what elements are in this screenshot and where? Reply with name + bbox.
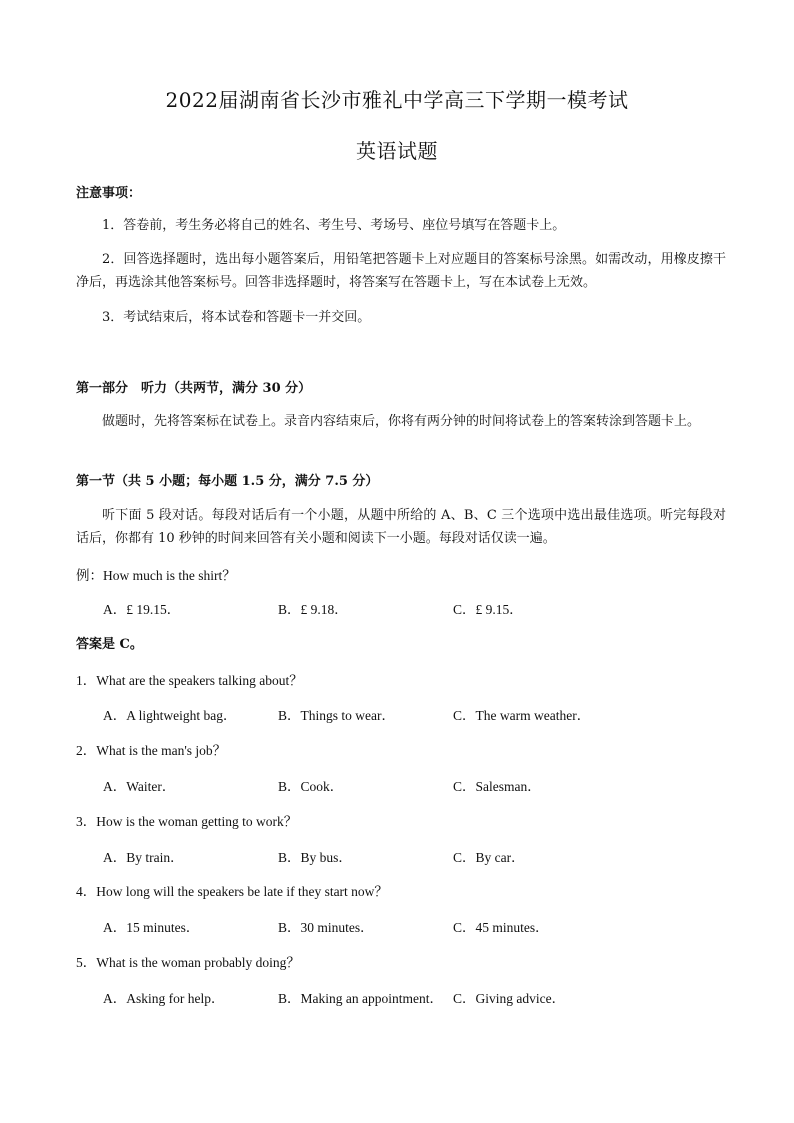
notice-heading: 注意事项： — [76, 186, 142, 201]
question-5-option-a: A．Asking for help． — [103, 991, 225, 1006]
question-4-option-b: B．30 minutes． — [278, 920, 374, 935]
question-2-option-c: C．Salesman． — [453, 779, 541, 794]
example-question: 例：How much is the shirt？ — [76, 568, 236, 583]
question-3-option-b: B．By bus． — [278, 850, 352, 865]
notice-item-3: 3．考试结束后，将本试卷和答题卡一并交回。 — [102, 310, 371, 325]
example-option-b: B．£ 9.18． — [278, 602, 348, 617]
example-answer: 答案是 C。 — [76, 637, 143, 652]
exam-title: 2022届湖南省长沙市雅礼中学高三下学期一模考试 — [165, 88, 629, 112]
question-2: 2．What is the man's job？ — [76, 743, 227, 758]
example-option-a: A．£ 19.15． — [103, 602, 181, 617]
part1-instructions: 做题时，先将答案标在试卷上。录音内容结束后，你将有两分钟的时间将试卷上的答案转涂到答题卡上。 — [102, 414, 701, 429]
question-5-option-c: C．Giving advice． — [453, 991, 566, 1006]
part1-heading: 第一部分 听力（共两节，满分 30 分） — [76, 381, 312, 396]
question-3-option-a: A．By train． — [103, 850, 184, 865]
question-2-option-a: A．Waiter． — [103, 779, 176, 794]
question-1-option-b: B．Things to wear． — [278, 708, 395, 723]
section1-instructions: 听下面 5 段对话。每段对话后有一个小题，从题中所给的 A、B、C 三个选项中选出最佳选项。听完每段对话后，你都有 10 秒钟的时间来回答有关小题和阅读下一小题。每段对话仅读一遍。 — [76, 508, 726, 546]
question-1: 1．What are the speakers talking about？ — [76, 673, 303, 688]
question-1-option-c: C．The warm weather． — [453, 708, 591, 723]
question-3-option-c: C．By car． — [453, 850, 525, 865]
notice-item-2: 2．回答选择题时，选出每小题答案后，用铅笔把答题卡上对应题目的答案标号涂黑。如需改动，用橡皮擦干净后，再选涂其他答案标号。回答非选择题时，将答案写在答题卡上，写在本试卷上无效。 — [76, 252, 726, 290]
question-2-option-b: B．Cook． — [278, 779, 344, 794]
question-4-option-a: A．15 minutes． — [103, 920, 200, 935]
section1-heading: 第一节（共 5 小题；每小题 1.5 分，满分 7.5 分） — [76, 474, 379, 489]
question-5: 5．What is the woman probably doing？ — [76, 955, 300, 970]
question-1-option-a: A．A lightweight bag． — [103, 708, 237, 723]
question-5-option-b: B．Making an appointment． — [278, 991, 443, 1006]
question-4: 4．How long will the speakers be late if they start now？ — [76, 884, 388, 899]
notice-item-1: 1．答卷前，考生务必将自己的姓名、考生号、考场号、座位号填写在答题卡上。 — [102, 218, 566, 233]
exam-subtitle: 英语试题 — [356, 139, 438, 163]
example-option-c: C．£ 9.15． — [453, 602, 523, 617]
question-3: 3．How is the woman getting to work？ — [76, 814, 298, 829]
question-4-option-c: C．45 minutes． — [453, 920, 549, 935]
